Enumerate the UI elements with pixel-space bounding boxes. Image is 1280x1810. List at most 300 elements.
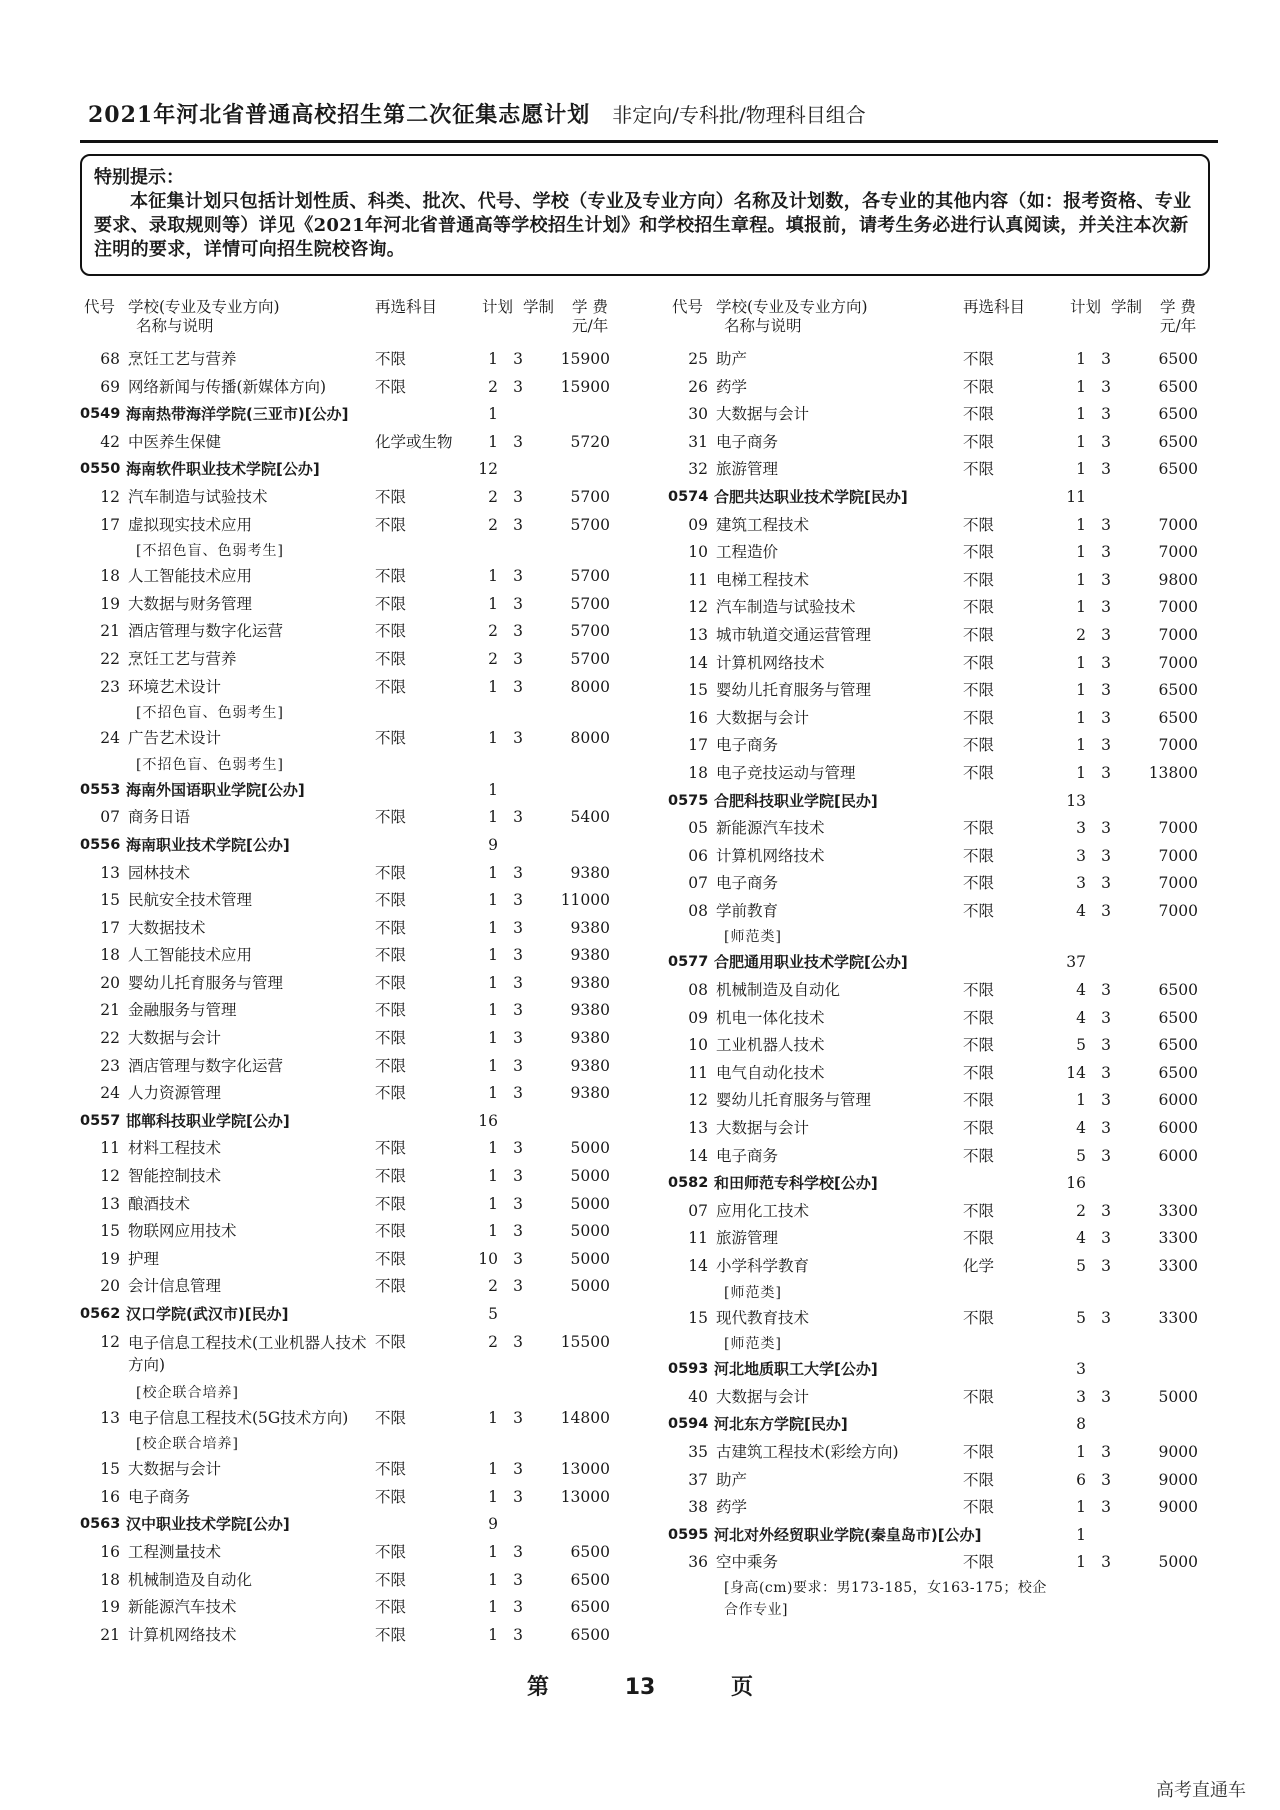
major-plan: 1 bbox=[1076, 432, 1086, 451]
major-code: 13 bbox=[688, 625, 708, 644]
major-row bbox=[668, 512, 1228, 540]
major-fee: 7000 bbox=[1158, 874, 1198, 893]
major-subject: 化学或生物 bbox=[375, 432, 453, 451]
school-row bbox=[80, 1511, 640, 1539]
school-name: 汉口学院(武汉市)[民办] bbox=[126, 1305, 289, 1323]
major-note bbox=[80, 1381, 640, 1405]
major-row bbox=[668, 977, 1228, 1005]
major-fee: 6000 bbox=[1158, 1119, 1198, 1138]
school-code: 0556 bbox=[80, 836, 121, 853]
school-name: 河北对外经贸职业学院(秦皇岛市)[公办] bbox=[714, 1525, 982, 1544]
major-row bbox=[80, 1622, 640, 1650]
major-row bbox=[80, 915, 640, 943]
major-fee: 9380 bbox=[570, 1001, 610, 1020]
school-plan-total: 3 bbox=[1076, 1360, 1086, 1379]
major-fee: 3300 bbox=[1158, 1229, 1198, 1248]
major-years: 3 bbox=[1101, 1146, 1111, 1165]
major-row bbox=[80, 429, 640, 457]
major-row bbox=[668, 1494, 1228, 1522]
school-code: 0574 bbox=[668, 488, 709, 505]
major-years: 3 bbox=[1101, 515, 1111, 534]
major-plan: 1 bbox=[488, 973, 498, 992]
school-name: 合肥共达职业技术学院[民办] bbox=[714, 487, 908, 506]
major-row bbox=[668, 1305, 1228, 1333]
major-name: 电梯工程技术 bbox=[716, 570, 810, 589]
major-plan: 2 bbox=[488, 622, 498, 641]
major-subject: 不限 bbox=[963, 1229, 995, 1248]
note-text: [校企联合培养] bbox=[136, 1384, 239, 1401]
major-name: 机械制造及自动化 bbox=[128, 1570, 253, 1589]
major-subject: 不限 bbox=[963, 625, 995, 644]
major-name: 大数据与财务管理 bbox=[128, 594, 253, 613]
major-subject: 不限 bbox=[375, 1598, 407, 1617]
major-subject: 化学 bbox=[963, 1257, 995, 1275]
major-code: 69 bbox=[100, 377, 120, 396]
school-row bbox=[668, 949, 1228, 977]
major-code: 12 bbox=[688, 598, 708, 617]
major-row bbox=[80, 1025, 640, 1053]
major-subject: 不限 bbox=[375, 1332, 407, 1351]
major-fee: 6500 bbox=[570, 1625, 610, 1644]
major-name: 机械制造及自动化 bbox=[716, 981, 841, 1000]
major-fee: 5400 bbox=[570, 808, 610, 827]
school-code: 0575 bbox=[668, 792, 709, 809]
major-row bbox=[668, 539, 1228, 567]
major-subject: 不限 bbox=[963, 1553, 995, 1572]
major-plan: 2 bbox=[488, 377, 498, 396]
major-subject: 不限 bbox=[375, 1277, 407, 1296]
major-years: 3 bbox=[513, 1056, 523, 1075]
major-subject: 不限 bbox=[375, 1029, 407, 1048]
major-years: 3 bbox=[513, 377, 523, 396]
major-row bbox=[668, 705, 1228, 733]
major-years: 3 bbox=[1101, 763, 1111, 782]
major-fee: 6500 bbox=[1158, 681, 1198, 700]
major-fee: 14800 bbox=[560, 1408, 610, 1427]
major-subject: 不限 bbox=[375, 1222, 407, 1241]
major-row bbox=[80, 804, 640, 832]
major-code: 16 bbox=[100, 1487, 120, 1506]
school-code: 0595 bbox=[668, 1526, 709, 1543]
notice-body: 本征集计划只包括计划性质、科类、批次、代号、学校（专业及专业方向）名称及计划数，各专业的其他内容（如：报考资格、专业要求、录取规则等）详见《2021年河北省普通高等学校招生计划》和学校招生章程。填报前，请考生务必进行认真阅读，并关注本次新注明的要求，详情可向招生院校咨询。 bbox=[94, 191, 1192, 260]
major-plan: 4 bbox=[1076, 1119, 1086, 1138]
school-row bbox=[80, 401, 640, 429]
major-code: 19 bbox=[100, 1249, 120, 1268]
note-text: [师范类] bbox=[724, 1284, 782, 1301]
major-fee: 11000 bbox=[560, 891, 610, 910]
major-plan: 1 bbox=[488, 1194, 498, 1213]
major-subject: 不限 bbox=[963, 1063, 995, 1082]
major-name: 工程测量技术 bbox=[128, 1542, 222, 1561]
header-plan: 计划 bbox=[1070, 298, 1102, 316]
major-plan: 4 bbox=[1076, 1008, 1086, 1027]
major-years: 3 bbox=[1101, 1257, 1111, 1275]
school-row bbox=[80, 1108, 640, 1136]
major-name: 网络新闻与传播(新媒体方向) bbox=[128, 377, 327, 396]
major-row bbox=[80, 1053, 640, 1081]
major-fee: 15900 bbox=[560, 377, 610, 396]
major-years: 3 bbox=[513, 432, 523, 451]
major-code: 21 bbox=[100, 1625, 120, 1644]
major-row bbox=[668, 1087, 1228, 1115]
major-name: 计算机网络技术 bbox=[716, 653, 825, 672]
major-row bbox=[80, 860, 640, 888]
major-row bbox=[668, 843, 1228, 871]
major-plan: 1 bbox=[488, 918, 498, 937]
major-plan: 1 bbox=[1076, 460, 1086, 479]
major-years: 3 bbox=[1101, 405, 1111, 424]
major-code: 07 bbox=[688, 1201, 708, 1220]
major-code: 12 bbox=[100, 487, 120, 506]
major-years: 3 bbox=[513, 729, 523, 748]
major-years: 3 bbox=[1101, 874, 1111, 893]
major-code: 36 bbox=[688, 1553, 708, 1572]
note-text: [不招色盲、色弱考生] bbox=[136, 756, 284, 773]
major-fee: 9380 bbox=[570, 918, 610, 937]
page-title: 2021年河北省普通高校招生第二次征集志愿计划 bbox=[88, 102, 591, 128]
major-fee: 3300 bbox=[1158, 1308, 1198, 1327]
major-years: 3 bbox=[1101, 570, 1111, 589]
major-subject: 不限 bbox=[963, 1036, 995, 1055]
note-text: [师范类] bbox=[724, 1336, 782, 1353]
major-fee: 5000 bbox=[570, 1249, 610, 1268]
major-code: 24 bbox=[100, 1084, 120, 1103]
major-code: 42 bbox=[100, 432, 120, 451]
major-name: 广告艺术设计 bbox=[128, 729, 222, 748]
page-footer bbox=[0, 1670, 1280, 1701]
major-code: 07 bbox=[100, 808, 120, 827]
school-plan-total: 1 bbox=[488, 405, 498, 424]
major-subject: 不限 bbox=[375, 594, 407, 613]
major-years: 3 bbox=[513, 594, 523, 613]
major-code: 24 bbox=[100, 729, 120, 748]
major-fee: 9800 bbox=[1158, 570, 1198, 589]
major-code: 31 bbox=[688, 432, 708, 451]
page-subtitle: 非定向/专科批/物理科目组合 bbox=[612, 103, 866, 127]
major-name: 人工智能技术应用 bbox=[128, 946, 253, 965]
major-subject: 不限 bbox=[963, 981, 995, 1000]
major-code: 40 bbox=[688, 1387, 708, 1406]
major-years: 3 bbox=[513, 863, 523, 882]
note-text: [师范类] bbox=[724, 929, 782, 946]
school-code: 0563 bbox=[80, 1516, 121, 1533]
major-name: 大数据与会计 bbox=[716, 708, 810, 727]
major-name: 虚拟现实技术应用 bbox=[128, 515, 253, 534]
major-plan: 2 bbox=[1076, 1201, 1086, 1220]
major-code: 19 bbox=[100, 594, 120, 613]
major-name: 酿酒技术 bbox=[128, 1194, 191, 1213]
major-row bbox=[80, 1135, 640, 1163]
major-years: 3 bbox=[1101, 377, 1111, 396]
major-row bbox=[668, 1005, 1228, 1033]
major-subject: 不限 bbox=[375, 1570, 407, 1589]
major-code: 11 bbox=[688, 1229, 708, 1248]
major-years: 3 bbox=[513, 946, 523, 965]
major-name: 机电一体化技术 bbox=[716, 1008, 825, 1027]
major-name: 电子竞技运动与管理 bbox=[716, 763, 856, 782]
major-code: 25 bbox=[688, 350, 708, 368]
major-plan: 1 bbox=[1076, 681, 1086, 700]
major-name: 旅游管理 bbox=[716, 1229, 779, 1248]
major-years: 3 bbox=[1101, 350, 1111, 368]
major-code: 05 bbox=[688, 819, 708, 838]
major-years: 3 bbox=[513, 622, 523, 641]
major-row bbox=[80, 646, 640, 674]
school-plan-total: 13 bbox=[1066, 791, 1086, 810]
major-fee: 5700 bbox=[570, 594, 610, 613]
major-years: 3 bbox=[513, 1277, 523, 1296]
major-name: 药学 bbox=[716, 1498, 748, 1517]
major-code: 15 bbox=[100, 891, 120, 910]
major-subject: 不限 bbox=[375, 1408, 407, 1427]
major-code: 37 bbox=[688, 1470, 708, 1489]
major-fee: 7000 bbox=[1158, 846, 1198, 865]
major-subject: 不限 bbox=[375, 1056, 407, 1075]
major-name: 助产 bbox=[716, 350, 748, 368]
major-subject: 不限 bbox=[963, 405, 995, 424]
major-plan: 4 bbox=[1076, 981, 1086, 1000]
major-plan: 1 bbox=[488, 350, 498, 368]
major-name: 物联网应用技术 bbox=[128, 1222, 237, 1241]
major-plan: 1 bbox=[488, 1001, 498, 1020]
school-row bbox=[668, 484, 1228, 512]
major-fee: 3300 bbox=[1158, 1257, 1198, 1275]
major-code: 16 bbox=[100, 1542, 120, 1561]
major-plan: 3 bbox=[1076, 874, 1086, 893]
major-years: 3 bbox=[1101, 1498, 1111, 1517]
major-plan: 2 bbox=[1076, 625, 1086, 644]
major-name: 大数据与会计 bbox=[716, 1387, 810, 1406]
major-code: 26 bbox=[688, 377, 708, 396]
major-subject: 不限 bbox=[963, 1470, 995, 1489]
school-code: 0550 bbox=[80, 461, 121, 478]
major-plan: 1 bbox=[1076, 598, 1086, 617]
major-code: 17 bbox=[100, 515, 120, 534]
major-note bbox=[668, 1332, 1228, 1356]
major-row bbox=[80, 725, 640, 753]
major-code: 06 bbox=[688, 846, 708, 865]
major-code: 18 bbox=[100, 946, 120, 965]
major-years: 3 bbox=[513, 1084, 523, 1103]
major-years: 3 bbox=[513, 487, 523, 506]
major-fee: 6500 bbox=[570, 1570, 610, 1589]
major-years: 3 bbox=[1101, 1387, 1111, 1406]
school-name: 合肥通用职业技术学院[公办] bbox=[714, 953, 908, 972]
major-code: 32 bbox=[688, 460, 708, 479]
header-rule bbox=[80, 140, 1218, 143]
school-row bbox=[668, 1356, 1228, 1384]
major-subject: 不限 bbox=[963, 1442, 995, 1461]
note-text: [不招色盲、色弱考生] bbox=[136, 543, 284, 560]
major-fee: 5700 bbox=[570, 487, 610, 506]
major-fee: 6500 bbox=[1158, 1036, 1198, 1055]
major-name: 会计信息管理 bbox=[128, 1277, 222, 1296]
major-name: 旅游管理 bbox=[716, 460, 779, 479]
major-plan: 1 bbox=[488, 1167, 498, 1186]
major-plan: 1 bbox=[488, 594, 498, 613]
major-note bbox=[80, 753, 640, 777]
major-plan: 1 bbox=[488, 891, 498, 910]
major-name: 现代教育技术 bbox=[716, 1308, 810, 1327]
major-fee: 5000 bbox=[570, 1194, 610, 1213]
header-years: 学制 bbox=[523, 298, 555, 316]
major-subject: 不限 bbox=[375, 1542, 407, 1561]
major-row bbox=[80, 374, 640, 402]
major-name: 电子商务 bbox=[716, 736, 779, 755]
major-fee: 6500 bbox=[1158, 1008, 1198, 1027]
major-fee: 9380 bbox=[570, 946, 610, 965]
school-name: 河北地质职工大学[公办] bbox=[714, 1360, 878, 1379]
major-fee: 6500 bbox=[1158, 1063, 1198, 1082]
major-plan: 1 bbox=[488, 1460, 498, 1479]
major-code: 15 bbox=[100, 1460, 120, 1479]
major-fee: 15500 bbox=[560, 1332, 610, 1351]
major-row bbox=[668, 374, 1228, 402]
major-name: 环境艺术设计 bbox=[128, 677, 222, 696]
major-plan: 1 bbox=[488, 567, 498, 586]
major-years: 3 bbox=[1101, 625, 1111, 644]
header-name-line2: 名称与说明 bbox=[136, 317, 214, 335]
major-code: 13 bbox=[100, 1194, 120, 1213]
header-code: 代号 bbox=[672, 298, 704, 316]
major-row bbox=[668, 1253, 1228, 1281]
major-row bbox=[668, 732, 1228, 760]
major-row bbox=[80, 1456, 640, 1484]
major-name: 建筑工程技术 bbox=[716, 515, 810, 534]
page-suffix: 页 bbox=[730, 1675, 753, 1700]
major-subject: 不限 bbox=[375, 649, 407, 668]
major-code: 22 bbox=[100, 649, 120, 668]
major-subject: 不限 bbox=[375, 918, 407, 937]
major-code: 68 bbox=[100, 350, 120, 368]
major-row bbox=[668, 1143, 1228, 1171]
major-fee: 5700 bbox=[570, 622, 610, 641]
major-row bbox=[668, 1225, 1228, 1253]
major-row bbox=[668, 1549, 1228, 1577]
major-row bbox=[668, 1115, 1228, 1143]
major-code: 13 bbox=[100, 863, 120, 882]
major-fee: 7000 bbox=[1158, 543, 1198, 562]
major-plan: 1 bbox=[488, 808, 498, 827]
school-code: 0594 bbox=[668, 1416, 709, 1433]
major-row bbox=[668, 1467, 1228, 1495]
major-code: 20 bbox=[100, 973, 120, 992]
major-subject: 不限 bbox=[375, 1625, 407, 1644]
major-name: 中医养生保健 bbox=[128, 432, 222, 451]
school-name: 合肥科技职业学院[民办] bbox=[714, 791, 878, 810]
major-years: 3 bbox=[1101, 736, 1111, 755]
major-name: 材料工程技术 bbox=[128, 1139, 222, 1158]
major-fee: 6500 bbox=[1158, 460, 1198, 479]
major-subject: 不限 bbox=[375, 729, 407, 748]
major-name: 电子商务 bbox=[716, 1146, 779, 1165]
major-name: 大数据与会计 bbox=[128, 1029, 222, 1048]
major-fee: 5700 bbox=[570, 567, 610, 586]
major-years: 3 bbox=[1101, 1008, 1111, 1027]
major-plan: 1 bbox=[1076, 1553, 1086, 1572]
major-note bbox=[80, 701, 640, 725]
major-row bbox=[80, 1539, 640, 1567]
major-subject: 不限 bbox=[963, 515, 995, 534]
major-name: 工程造价 bbox=[716, 543, 779, 562]
major-subject: 不限 bbox=[963, 653, 995, 672]
major-name: 护理 bbox=[128, 1249, 160, 1268]
major-name: 汽车制造与试验技术 bbox=[716, 598, 856, 617]
major-years: 3 bbox=[513, 1139, 523, 1158]
major-name: 计算机网络技术 bbox=[716, 846, 825, 865]
school-row bbox=[668, 1170, 1228, 1198]
major-subject: 不限 bbox=[963, 432, 995, 451]
major-fee: 9000 bbox=[1158, 1470, 1198, 1489]
major-years: 3 bbox=[1101, 981, 1111, 1000]
major-row bbox=[80, 512, 640, 540]
major-years: 3 bbox=[1101, 432, 1111, 451]
major-plan: 1 bbox=[1076, 543, 1086, 562]
major-fee: 13800 bbox=[1148, 763, 1198, 782]
major-plan: 1 bbox=[1076, 570, 1086, 589]
major-row bbox=[80, 997, 640, 1025]
major-plan: 1 bbox=[488, 1570, 498, 1589]
major-years: 3 bbox=[513, 649, 523, 668]
major-code: 09 bbox=[688, 1008, 708, 1027]
major-years: 3 bbox=[1101, 681, 1111, 700]
major-plan: 1 bbox=[488, 1542, 498, 1561]
major-years: 3 bbox=[513, 515, 523, 534]
major-row bbox=[668, 815, 1228, 843]
major-row bbox=[80, 484, 640, 512]
major-years: 3 bbox=[1101, 1119, 1111, 1138]
major-name: 大数据技术 bbox=[128, 918, 206, 937]
major-name: 新能源汽车技术 bbox=[128, 1598, 237, 1617]
major-code: 10 bbox=[688, 543, 708, 562]
header-subject: 再选科目 bbox=[963, 298, 1026, 316]
major-subject: 不限 bbox=[963, 681, 995, 700]
major-name: 学前教育 bbox=[716, 901, 779, 920]
school-plan-total: 5 bbox=[488, 1305, 498, 1323]
major-row bbox=[80, 970, 640, 998]
major-fee: 7000 bbox=[1158, 819, 1198, 838]
left-column bbox=[80, 296, 640, 1649]
major-years: 3 bbox=[513, 350, 523, 368]
major-plan: 1 bbox=[1076, 1442, 1086, 1461]
major-years: 3 bbox=[1101, 1036, 1111, 1055]
major-plan: 6 bbox=[1076, 1470, 1086, 1489]
major-years: 3 bbox=[1101, 819, 1111, 838]
school-name: 河北东方学院[民办] bbox=[714, 1415, 848, 1434]
major-row bbox=[668, 760, 1228, 788]
major-fee: 5000 bbox=[1158, 1387, 1198, 1406]
major-plan: 3 bbox=[1076, 1387, 1086, 1406]
major-plan: 1 bbox=[488, 1222, 498, 1241]
major-name: 烹饪工艺与营养 bbox=[128, 350, 237, 368]
major-code: 38 bbox=[688, 1498, 708, 1517]
major-fee: 9380 bbox=[570, 863, 610, 882]
left-rows bbox=[80, 346, 640, 1649]
header-name-line1: 学校(专业及专业方向) bbox=[716, 298, 868, 316]
major-row bbox=[80, 1329, 640, 1381]
major-fee: 5720 bbox=[570, 432, 610, 451]
major-row bbox=[80, 1246, 640, 1274]
note-text: [身高(cm)要求：男173-185，女163-175；校企合作专业] bbox=[724, 1579, 1047, 1618]
right-column bbox=[668, 296, 1228, 1629]
major-plan: 1 bbox=[488, 1084, 498, 1103]
major-name: 烹饪工艺与营养 bbox=[128, 649, 237, 668]
major-subject: 不限 bbox=[375, 567, 407, 586]
major-code: 23 bbox=[100, 677, 120, 696]
major-years: 3 bbox=[1101, 1553, 1111, 1572]
major-code: 17 bbox=[688, 736, 708, 755]
major-plan: 1 bbox=[1076, 405, 1086, 424]
